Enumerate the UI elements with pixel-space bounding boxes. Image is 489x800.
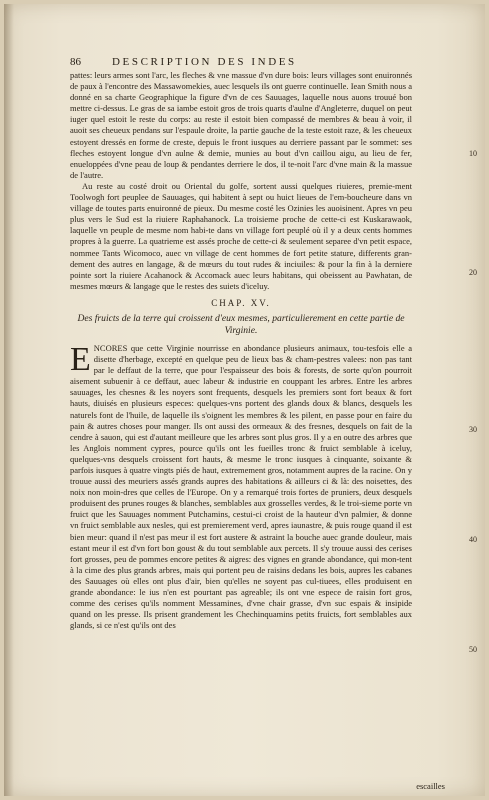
margin-line-number: 40 — [469, 535, 477, 544]
catchword: escailles — [416, 781, 445, 791]
page-header — [70, 56, 410, 70]
running-title: DESCRIPTION DES INDES — [112, 56, 297, 68]
book-page — [4, 4, 485, 796]
chapter-number: CHAP. XV. — [211, 297, 271, 308]
folio-number: 86 — [70, 56, 81, 68]
margin-line-number: 20 — [469, 268, 477, 277]
paragraph-1: pattes: leurs armes sont l'arc, les fleches & vne massue d'vn dure bois: leurs villages sont enuironnés de paux à l'encontre des Massawomekies, auec lesquels ils ont guerre continuelle. Iean Smith nous a donné en sa charte Geographique la figure d'vn de ces Sauuages, laquelle nous auons trouué bon mettre ci-dessus. Le gras de sa iambe estoit gros de trois quarts d'aulne d'Angleterre, duquel on peut iuger quel estoit le reste du corps: au reste il estoit bien compassé de membres & beau à voir, il auoit ses cheueux pendans sur l'espaule droite, la partie gauche de la teste estoit raze, & les cheueux estoyent dressés en forme de creste, depuis le front iusques au derriere passant par le sommet: ses fleches estoyent longue d'vn aulne & demie, munies au bout d'vn caillou aigu, au lieu de fer, enueloppées d'vne peau de loup & pendantes derriere le dos, il te-noit l'arc d'vne main & la massue de l'autre. — [70, 70, 412, 180]
margin-line-number: 30 — [469, 425, 477, 434]
paragraph-3-text: NCORES que cette Virginie nourrisse en abondance plusieurs animaux, tou-tesfois elle a disette d'herbage, excepté en quelque peu de lieux bas & cham-pestres valees: non pas tant par le deffaut de la terre, que pour l'espaisseur des bois & forests, de sorte qu'on pourroit aisement subuenir à ce deffaut, auec labeur & industrie en couppant les arbres. Entre les arbres sauuages, les chesnes & les noyers sont frequents, desquels les premiers sont fort beaux & fort hauts, diuisés en plusieurs especes: quelques-vns portent des glands doux & blancs, desquels les naturels font de l'huile, de laquelle ils s'oignent les membres & les pilent, en passe pour en faire du pain & autres choses pour manger. Ils ont aussi des ormeaux & des fresnes, desquels on fait de la cendre à sauon, qui est d'autant meilleure que les arbres sont plus gros. Il y a en outre des arbres que les Anglois nomment cypres, pource qu'ils ont les fueilles tronc & fruict semblable à iceluy, quelques-vns desquels croissent fort hauts, & mesme le tronc iusques à cinquante, soixante & parfois iusques à quatre vingts piés de haut, extremement gros, notamment aupres de la racine. On y trouue aussi des meuriers assés grands aupres des habitations & ailleurs ci & là: des noisettes, des noix non moin-dres que celles de l'Europe. On y a remarqué trois fortes de pruniers, deux desquels produisent des prunes rouges & blanches, semblables aux grosselles verdes, & le troi-sieme porte vn fruict que les Sauuages nomment Putchamins, cestui-ci croist de la hauteur d'vn palmier, & donne vn fruict semblable aux nesles, qui est premierement verd, apres iaunastre, & puis rouge quand il est bien meur: quand il n'est pas meur il est fort austere & astraint la bouche auec grande douleur, mais estant meur il est d'vn fort bon goust & du tout semblable aux percets. Il s'y trouue aussi des cerises fort grosses, peu de pommes encore petites & aigres: des vignes en grande abondance, qui mon-tent à la cime des plus grands arbres, mais qui portent peu de raisins dedans les bois, aupres les cabanes des Sauuages où elles ont plus d'air, bien qu'elles ne soyent pas cul-tiuees, elles produisent en grande abondance: le ius n'en est pourtant pas agreable; ils ont vne espece de raisin fort gros, comme des cerises qu'ils nomment Messamines, d'vne chair grasse, d'vn suc espais & insipide quand on les presse. Ils prisent grandement les Chechinquamins petits fruicts, fort semblables aux glands, si ce n'est qu'ils ont des — [70, 342, 412, 631]
page-fold-shadow — [4, 4, 14, 796]
paragraph-3 — [70, 340, 412, 631]
margin-line-number: 50 — [469, 645, 477, 654]
page-body — [70, 70, 412, 631]
margin-line-number: 10 — [469, 149, 477, 158]
chapter-heading: Des fruicts de la terre qui croissent d'eux mesmes, particulierement en cette partie de Virginie. — [77, 312, 405, 336]
drop-capital: E — [70, 340, 91, 378]
paragraph-2: Au reste au costé droit ou Oriental du golfe, sortent aussi quelques riuieres, premie-ment Toolwogh fort peuplee de Sauuages, qui habitent à sept ou huict lieues de l'em-boucheure dans vn village de toutes parts enuironné de pieux. Du mesme costé les Ozinies les auoisinent. Apres vn peu plus vers le Sud est la riuiere Raphahanock. La troisieme proche de cette-ci est Kuskarawaok, laquelle vn peuple de mesme nom habi-te dans vn village fort peuplé où il y a deux cents hommes propres à la guerre. La quatrieme est assés proche de cette-ci & seulement separee d'vn petit espace, nommee Tants Wicomoco, auec vn village de cent hommes de fort petite stature, differents gran-dement des autres en langage, & de mœurs du tout rudes & inciuiles: & pour la fin à la derniere pointe sort la riuiere Acahanock & Accomack auec leurs habitans, qui obeissent au Pawhatan, de mesmes mœurs & langage que le restes des suiets d'iceluy. — [70, 180, 412, 291]
